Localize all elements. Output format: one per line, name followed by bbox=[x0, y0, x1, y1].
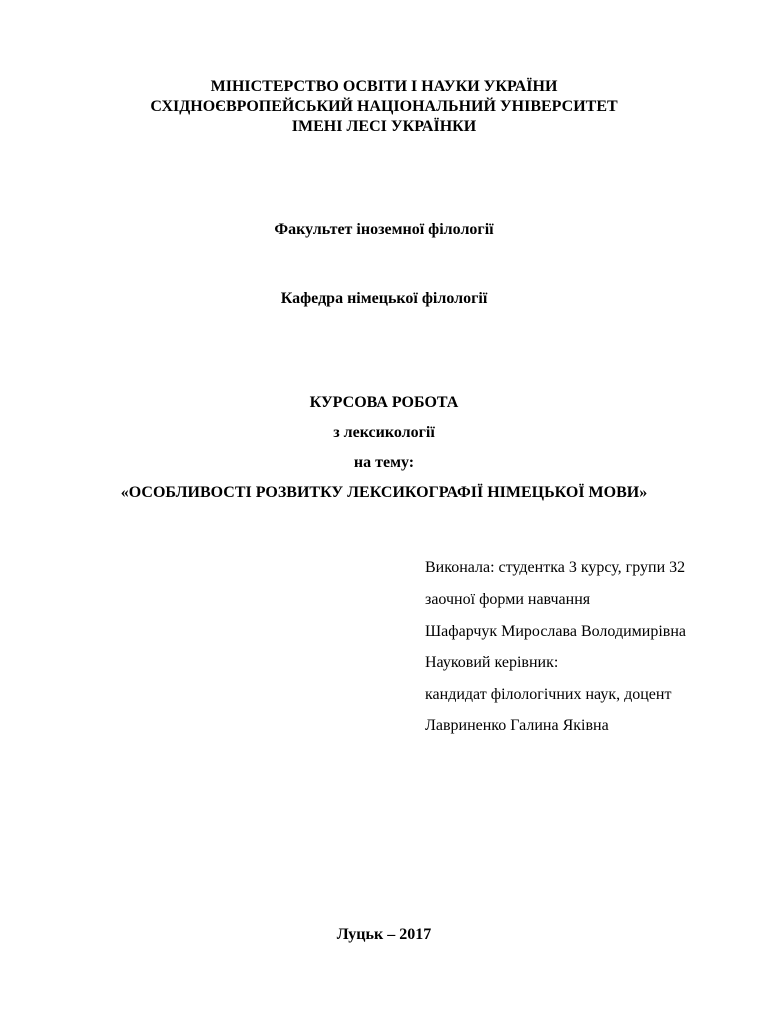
supervisor-name: Лавриненко Галина Яківна bbox=[425, 717, 609, 734]
university-heading: СХІДНОЄВРОПЕЙСЬКИЙ НАЦІОНАЛЬНИЙ УНІВЕРСИТЕТ bbox=[150, 98, 618, 115]
university-name-suffix: ІМЕНІ ЛЕСІ УКРАЇНКИ bbox=[291, 118, 477, 135]
author-line-1: Виконала: студентка 3 курсу, групи 32 bbox=[425, 559, 686, 576]
author-line-2: заочної форми навчання bbox=[425, 591, 591, 608]
author-name: Шафарчук Мирослава Володимирівна bbox=[425, 623, 686, 640]
city-year: Луцьк – 2017 bbox=[336, 926, 432, 943]
work-subject: з лексикології bbox=[333, 424, 435, 441]
work-title: «ОСОБЛИВОСТІ РОЗВИТКУ ЛЕКСИКОГРАФІЇ НІМЕЦЬКОЇ МОВИ» bbox=[120, 484, 648, 501]
supervisor-degree: кандидат філологічних наук, доцент bbox=[425, 686, 672, 703]
ministry-heading: МІНІСТЕРСТВО ОСВІТИ І НАУКИ УКРАЇНИ bbox=[210, 78, 558, 95]
supervisor-label: Науковий керівник: bbox=[425, 654, 559, 671]
work-type: КУРСОВА РОБОТА bbox=[309, 394, 459, 411]
faculty-name: Факультет іноземної філології bbox=[274, 221, 494, 238]
department-name: Кафедра німецької філології bbox=[280, 290, 488, 307]
topic-label: на тему: bbox=[353, 454, 415, 471]
